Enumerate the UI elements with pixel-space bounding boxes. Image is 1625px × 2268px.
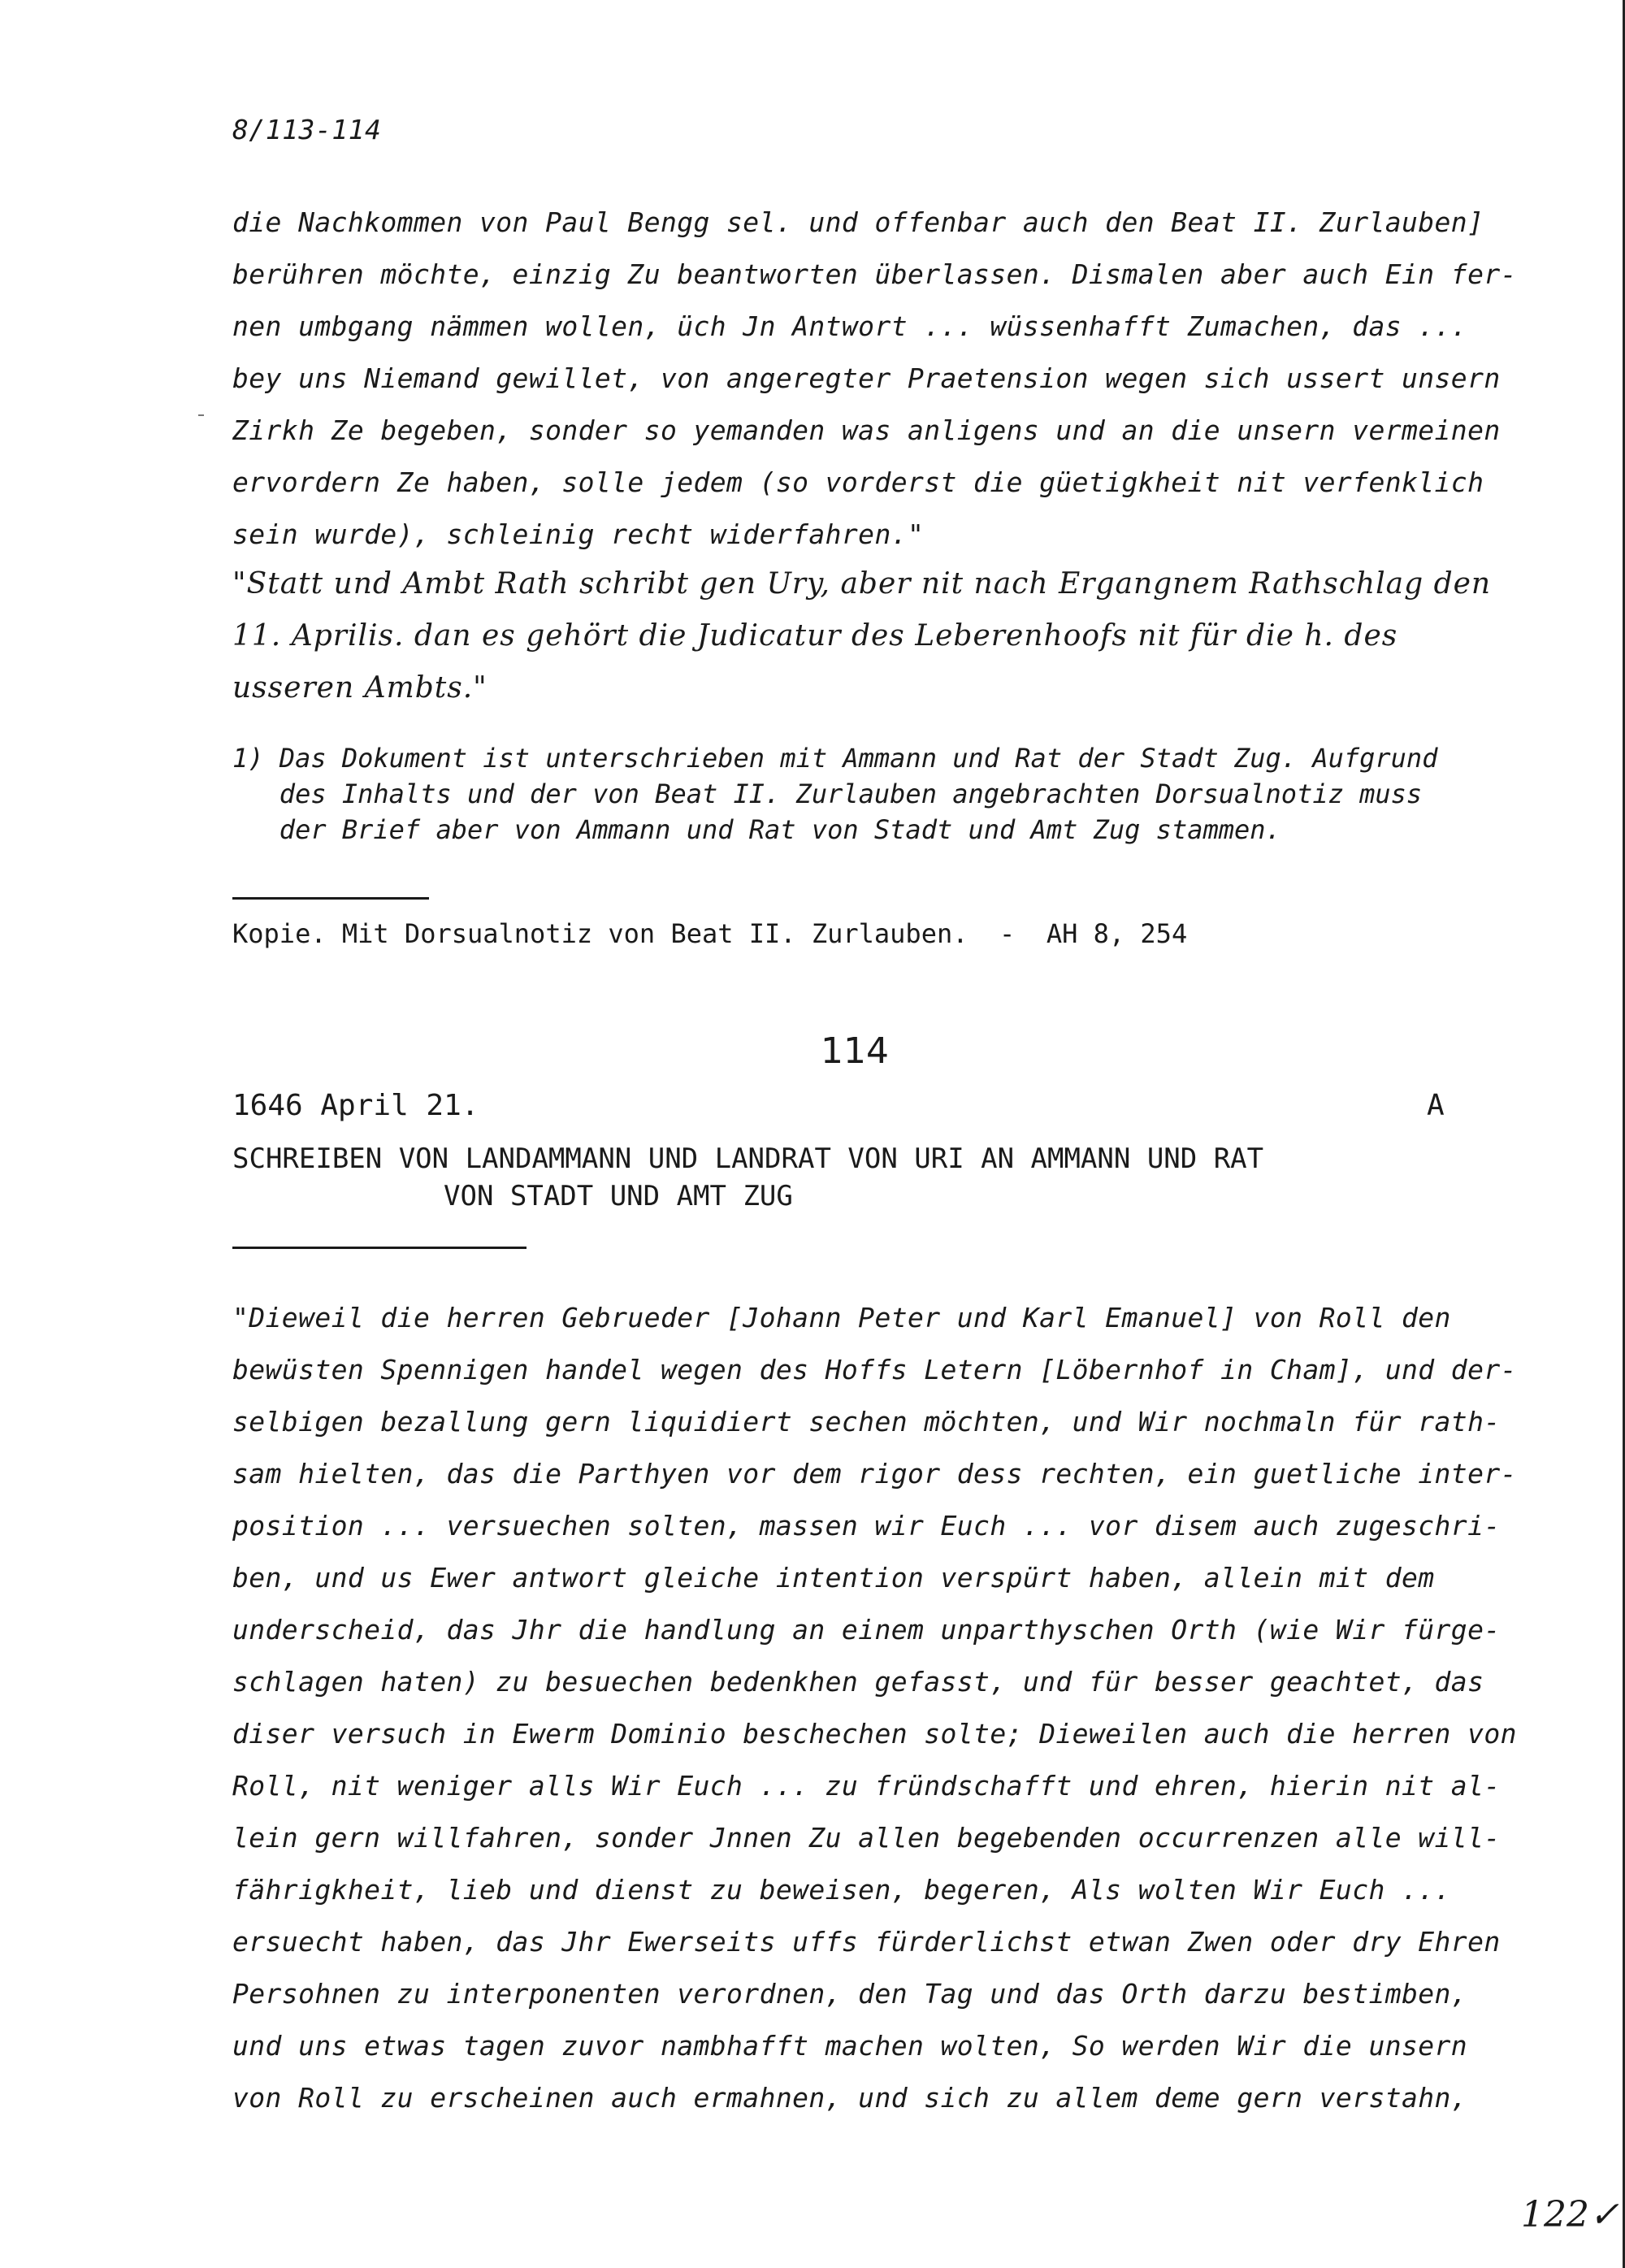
text-line: berühren möchte, einzig Zu beantworten überlassen. Dismalen aber auch Ein fer-	[232, 258, 1517, 290]
text-line: sam hielten, das die Parthyen vor dem rigor dess rechten, ein guetliche inter-	[232, 1458, 1517, 1490]
text-line: nen umbgang nämmen wollen, üch Jn Antwort ... wüssenhafft Zumachen, das ...	[232, 310, 1468, 342]
text-line: position ... versuechen solten, massen wir Euch ... vor disem auch zugeschri-	[232, 1510, 1501, 1542]
text-line: Persohnen zu interponenten verordnen, den Tag und das Orth darzu bestimben,	[232, 1978, 1468, 2010]
text-line: fährigkheit, lieb und dienst zu beweisen, begeren, Als wolten Wir Euch ...	[232, 1874, 1451, 1906]
document-title-line: VON STADT UND AMT ZUG	[444, 1180, 793, 1212]
text-line: von Roll zu erscheinen auch ermahnen, und sich zu allem deme gern verstahn,	[232, 2082, 1468, 2114]
text-line: underscheid, das Jhr die handlung an einem unparthyschen Orth (wie Wir fürge-	[232, 1614, 1501, 1646]
text-line: bewüsten Spennigen handel wegen des Hoffs Letern [Löbernhof in Cham], und der-	[232, 1354, 1517, 1386]
text-line: schlagen haten) zu besuechen bedenkhen gefasst, und für besser geachtet, das	[232, 1666, 1484, 1698]
margin-mark	[198, 414, 204, 416]
separator-rule	[232, 897, 429, 900]
document-title-line: SCHREIBEN VON LANDAMMANN UND LANDRAT VON URI AN AMMANN UND RAT	[232, 1143, 1264, 1175]
text-line: Zirkh Ze begeben, sonder so yemanden was anligens und an die unsern vermeinen	[232, 414, 1501, 446]
separator-rule	[232, 1247, 526, 1249]
document-number: 114	[821, 1030, 889, 1072]
text-line: sein wurde), schleinig recht widerfahren."	[232, 518, 925, 550]
text-line: Roll, nit weniger alls Wir Euch ... zu fründschafft und ehren, hierin nit al-	[232, 1770, 1501, 1802]
text-line: "Dieweil die herren Gebrueder [Johann Peter und Karl Emanuel] von Roll den	[232, 1302, 1451, 1333]
document-date: 1646 April 21.	[232, 1089, 479, 1122]
document-type-letter: A	[1427, 1089, 1445, 1122]
footnote-line: 1) Das Dokument ist unterschrieben mit Ammann und Rat der Stadt Zug. Aufgrund	[232, 743, 1438, 774]
text-line: ervordern Ze haben, solle jedem (so vorderst die güetigkheit nit verfenklich	[232, 466, 1484, 498]
page-reference: 8/113-114	[232, 114, 382, 145]
source-note: Kopie. Mit Dorsualnotiz von Beat II. Zurlauben. - AH 8, 254	[232, 918, 1188, 949]
text-line: bey uns Niemand gewillet, von angeregter Praetension wegen sich ussert unsern	[232, 362, 1501, 394]
text-line: lein gern willfahren, sonder Jnnen Zu allen begebenden occurrenzen alle will-	[232, 1822, 1501, 1854]
dorsal-note-line: 11. Aprilis. dan es gehört die Judicatur des Leberenhoofs nit für die h. des	[232, 619, 1398, 653]
text-line: und uns etwas tagen zuvor nambhafft machen wolten, So werden Wir die unsern	[232, 2030, 1468, 2062]
footnote-line: der Brief aber von Ammann und Rat von Stadt und Amt Zug stammen.	[232, 814, 1281, 845]
footnote-line: des Inhalts und der von Beat II. Zurlauben angebrachten Dorsualnotiz muss	[232, 778, 1423, 809]
text-line: diser versuch in Ewerm Dominio beschechen solte; Dieweilen auch die herren von	[232, 1718, 1517, 1750]
text-line: ersuecht haben, das Jhr Ewerseits uffs fürderlichst etwan Zwen oder dry Ehren	[232, 1926, 1501, 1958]
text-line: die Nachkommen von Paul Bengg sel. und offenbar auch den Beat II. Zurlauben]	[232, 206, 1484, 238]
handwritten-page-mark: 122✓	[1521, 2194, 1619, 2235]
text-line: selbigen bezallung gern liquidiert sechen möchten, und Wir nochmaln für rath-	[232, 1406, 1501, 1438]
text-line: ben, und us Ewer antwort gleiche intention verspürt haben, allein mit dem	[232, 1562, 1435, 1594]
dorsal-note-line: usseren Ambts."	[232, 671, 488, 705]
dorsal-note-line: "Statt und Ambt Rath schribt gen Ury, aber nit nach Ergangnem Rathschlag den	[232, 567, 1492, 601]
